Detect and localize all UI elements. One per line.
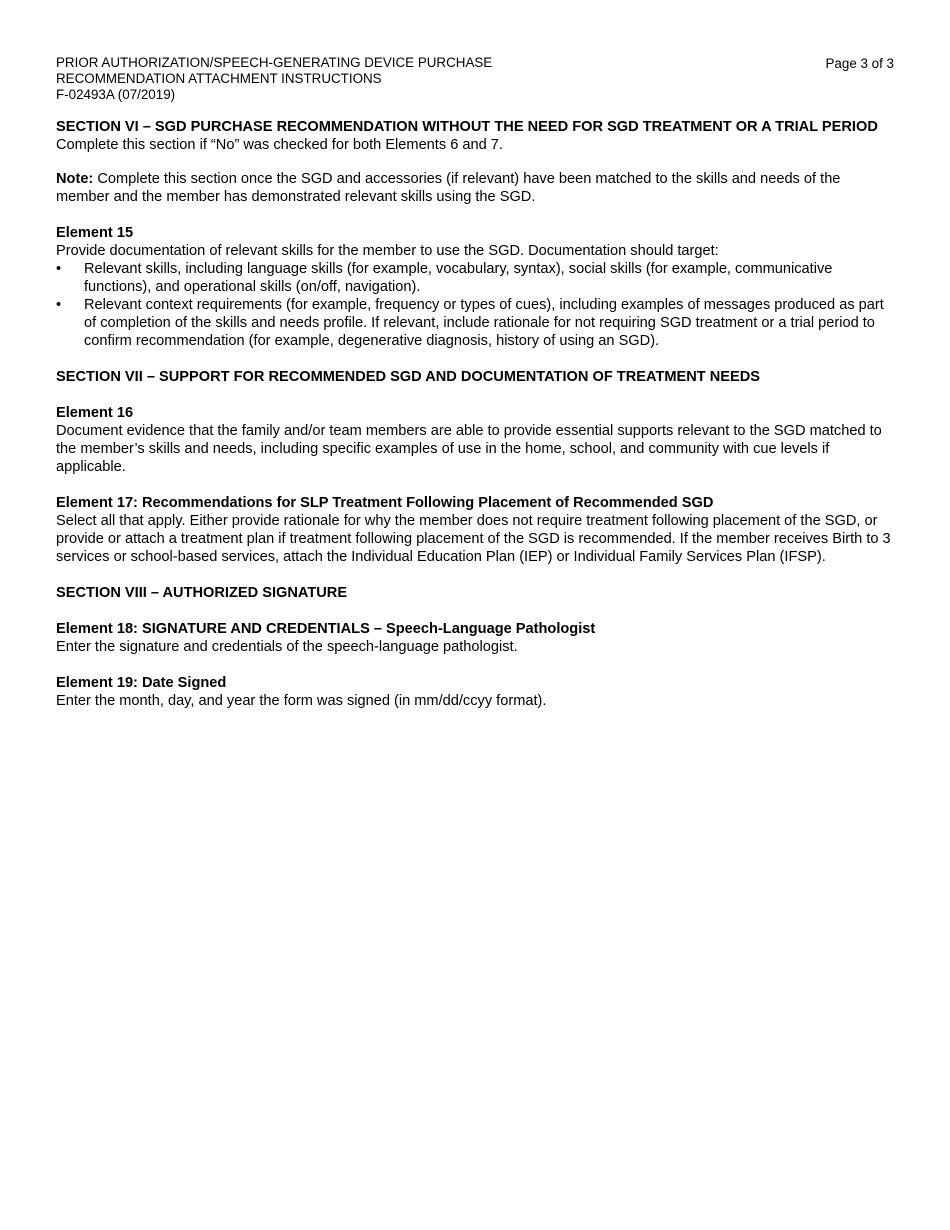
element-19-heading: Element 19: Date Signed xyxy=(56,675,227,691)
element-19-text: Enter the month, day, and year the form was signed (in mm/dd/ccyy format). xyxy=(56,693,547,709)
list-item xyxy=(56,296,896,350)
element-17-heading: Element 17: Recommendations for SLP Treatment Following Placement of Recommended SGD xyxy=(56,495,714,511)
element-15-heading: Element 15 xyxy=(56,225,134,241)
form-id: F-02493A (07/2019) xyxy=(56,87,176,102)
element-15 xyxy=(56,224,896,350)
element-18-heading: Element 18: SIGNATURE AND CREDENTIALS – Speech-Language Pathologist xyxy=(56,621,596,637)
section-6 xyxy=(56,118,896,206)
bullet-icon: • xyxy=(56,297,62,313)
bullet-icon: • xyxy=(56,261,62,277)
section-8-heading: SECTION VIII – AUTHORIZED SIGNATURE xyxy=(56,585,348,601)
section-6-note xyxy=(56,170,896,206)
element-15-bullet-list xyxy=(56,260,896,350)
section-6-intro: Complete this section if “No” was checked for both Elements 6 and 7. xyxy=(56,137,503,153)
element-16-heading: Element 16 xyxy=(56,405,134,421)
element-17 xyxy=(56,494,896,566)
document-header xyxy=(56,55,896,103)
element-15-intro: Provide documentation of relevant skills for the member to use the SGD. Documentation should target: xyxy=(56,243,719,259)
note-text: Complete this section once the SGD and accessories (if relevant) have been matched to the skills and needs of the member and the member has demonstrated relevant skills using the SGD. xyxy=(56,171,841,205)
page-number: Page 3 of 3 xyxy=(825,56,894,71)
section-6-heading: SECTION VI – SGD PURCHASE RECOMMENDATION WITHOUT THE NEED FOR SGD TREATMENT OR A TRIAL PERIOD xyxy=(56,119,878,135)
element-18 xyxy=(56,620,896,656)
element-16 xyxy=(56,404,896,476)
section-7 xyxy=(56,368,896,386)
list-item-text: Relevant skills, including language skills (for example, vocabulary, syntax), social skills (for example, communicative functions), and operational skills (on/off, navigation). xyxy=(84,261,833,295)
element-16-text: Document evidence that the family and/or team members are able to provide essential supports relevant to the SGD matched to the member’s skills and needs, including specific examples of use in the home, school, and community with cue levels if applicable. xyxy=(56,423,882,475)
list-item-text: Relevant context requirements (for example, frequency or types of cues), including examples of messages produced as part of completion of the skills and needs profile. If relevant, include rationale for not requiring SGD treatment or a trial period to confirm recommendation (for example, degenerative diagnosis, history of using an SGD). xyxy=(84,297,884,349)
element-19 xyxy=(56,674,896,710)
header-title-line-1: PRIOR AUTHORIZATION/SPEECH-GENERATING DEVICE PURCHASE xyxy=(56,55,493,70)
note-label: Note: xyxy=(56,171,94,187)
header-title-line-2: RECOMMENDATION ATTACHMENT INSTRUCTIONS xyxy=(56,71,382,86)
element-17-text: Select all that apply. Either provide rationale for why the member does not require treatment following placement of the SGD, or provide or attach a treatment plan if treatment following placement of the SGD is recommended. If the member receives Birth to 3 services or school-based services, attach the Individual Education Plan (IEP) or Individual Family Services Plan (IFSP). xyxy=(56,513,891,565)
list-item xyxy=(56,260,896,296)
section-8 xyxy=(56,584,896,602)
element-18-text: Enter the signature and credentials of the speech-language pathologist. xyxy=(56,639,518,655)
section-7-heading: SECTION VII – SUPPORT FOR RECOMMENDED SGD AND DOCUMENTATION OF TREATMENT NEEDS xyxy=(56,369,761,385)
document-page xyxy=(56,55,896,710)
